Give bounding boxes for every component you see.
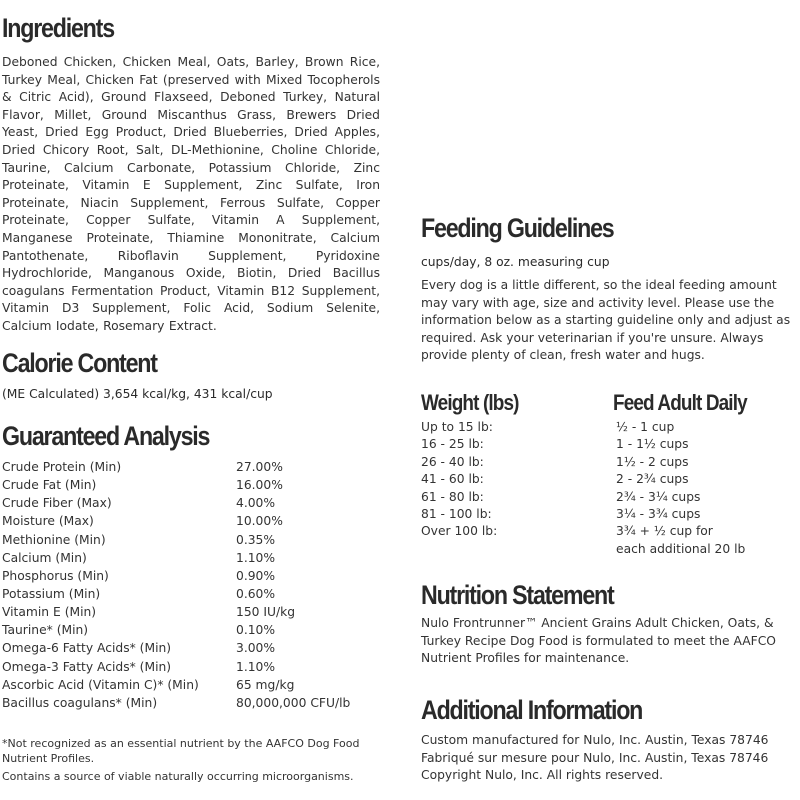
analysis-row	[2, 567, 376, 585]
manufacturer-line-french: Fabriqué sur mesure pour Nulo, Inc. Austin, Texas 78746	[421, 750, 769, 765]
feeding-amount: 1½ - 2 cups	[616, 454, 689, 469]
analysis-nutrient: Ascorbic Acid (Vitamin C)* (Min)	[2, 677, 199, 692]
analysis-value: 80,000,000 CFU/lb	[236, 695, 351, 710]
feeding-weight: Over 100 lb:	[421, 524, 498, 539]
analysis-nutrient: Potassium (Min)	[2, 586, 101, 601]
copyright-line: Copyright Nulo, Inc. All rights reserved.	[421, 768, 664, 783]
feed-amount-column-header: Feed Adult Daily	[613, 390, 747, 415]
analysis-footnote: *Not recognized as an essential nutrient by the AAFCO Dog Food Nutrient Profiles.	[2, 737, 360, 765]
feeding-weight: 16 - 25 lb:	[421, 437, 484, 452]
analysis-value: 0.35%	[236, 532, 276, 547]
additional-information-heading: Additional Information	[421, 695, 643, 725]
analysis-row	[2, 639, 376, 657]
analysis-nutrient: Moisture (Max)	[2, 514, 94, 529]
feeding-row	[421, 471, 796, 488]
analysis-row	[2, 531, 376, 549]
analysis-value: 10.00%	[236, 514, 283, 529]
analysis-value: 1.10%	[236, 659, 276, 674]
feeding-row	[421, 523, 796, 540]
manufacturer-line: Custom manufactured for Nulo, Inc. Austin, Texas 78746	[421, 733, 769, 747]
analysis-nutrient: Vitamin E (Min)	[2, 605, 97, 620]
feeding-description: Every dog is a little different, so the ideal feeding amount may vary with age, size and activity level. Please use the information below as a starting guideline only and adjust as required. Ask your veterinarian if you're unsure. Always provide plenty of clean, fresh water and hugs.	[421, 278, 791, 363]
analysis-value: 16.00%	[236, 478, 283, 493]
analysis-row	[2, 676, 376, 694]
analysis-row	[2, 603, 376, 621]
analysis-nutrient: Crude Fat (Min)	[2, 478, 97, 493]
feeding-weight: Up to 15 lb:	[421, 420, 493, 434]
analysis-nutrient: Crude Fiber (Max)	[2, 496, 112, 511]
analysis-value: 4.00%	[236, 496, 276, 511]
microorganism-note: Contains a source of viable naturally occurring microorganisms.	[2, 770, 354, 783]
analysis-row	[2, 549, 376, 567]
nutrition-statement-heading: Nutrition Statement	[421, 580, 614, 610]
analysis-nutrient: Calcium (Min)	[2, 550, 87, 565]
analysis-nutrient: Phosphorus (Min)	[2, 568, 109, 583]
feeding-amount: 3¾ + ½ cup for	[616, 524, 713, 539]
analysis-nutrient: Methionine (Min)	[2, 532, 106, 547]
feeding-row	[421, 419, 796, 436]
ingredients-heading: Ingredients	[2, 13, 114, 43]
feeding-guidelines-heading: Feeding Guidelines	[421, 213, 614, 243]
feeding-weight: 81 - 100 lb:	[421, 506, 492, 521]
analysis-row	[2, 458, 376, 476]
analysis-value: 150 IU/kg	[236, 605, 296, 620]
nutrition-statement-text: Nulo Frontrunner™ Ancient Grains Adult Chicken, Oats, & Turkey Recipe Dog Food is formulated to meet the AAFCO Nutrient Profiles for maintenance.	[421, 616, 776, 666]
analysis-row	[2, 585, 376, 603]
feeding-table	[421, 419, 796, 558]
feeding-amount: ½ - 1 cup	[616, 420, 675, 434]
analysis-value: 27.00%	[236, 460, 283, 474]
weight-column-header: Weight (lbs)	[421, 390, 519, 415]
feeding-row	[421, 506, 796, 523]
analysis-nutrient: Omega-6 Fatty Acids* (Min)	[2, 641, 172, 656]
guaranteed-analysis-table	[2, 458, 376, 712]
feeding-row	[421, 454, 796, 471]
analysis-row	[2, 621, 376, 639]
analysis-row	[2, 658, 376, 676]
calorie-content-heading: Calorie Content	[2, 348, 157, 378]
feeding-row	[421, 489, 796, 506]
feeding-row	[421, 436, 796, 453]
guaranteed-analysis-heading: Guaranteed Analysis	[2, 421, 210, 451]
analysis-value: 0.10%	[236, 623, 276, 638]
analysis-nutrient: Crude Protein (Min)	[2, 460, 122, 474]
analysis-nutrient: Taurine* (Min)	[2, 623, 89, 638]
analysis-value: 65 mg/kg	[236, 677, 295, 692]
calorie-content-text: (ME Calculated) 3,654 kcal/kg, 431 kcal/cup	[2, 387, 273, 401]
feeding-weight: 61 - 80 lb:	[421, 489, 484, 504]
feeding-amount: 1 - 1½ cups	[616, 437, 689, 452]
ingredients-list: Deboned Chicken, Chicken Meal, Oats, Barley, Brown Rice, Turkey Meal, Chicken Fat (preserved with Mixed Tocopherols & Citric Acid), Ground Flaxseed, Deboned Turkey, Natural Flavor, Millet, Ground Miscanthus Grass, Brewers Dried Yeast, Dried Egg Product, Dried Blueberries, Dried Apples, Dried Chicory Root, Salt, DL-Methionine, Choline Chloride, Taurine, Calcium Carbonate, Potassium Chloride, Zinc Proteinate, Vitamin E Supplement, Zinc Sulfate, Iron Proteinate, Niacin Supplement, Ferrous Sulfate, Copper Proteinate, Copper Sulfate, Vitamin A Supplement, Manganese Proteinate, Thiamine Mononitrate, Calcium Pantothenate, Riboflavin Supplement, Pyridoxine Hydrochloride, Manganous Oxide, Biotin, Dried Bacillus coagulans Fermentation Product, Vitamin B12 Supplement, Vitamin D3 Supplement, Folic Acid, Sodium Selenite, Calcium Iodate, Rosemary Extract.	[2, 55, 380, 333]
feeding-weight: 26 - 40 lb:	[421, 454, 484, 469]
analysis-value: 0.60%	[236, 586, 276, 601]
feeding-amount: 2 - 2¾ cups	[616, 472, 689, 487]
analysis-nutrient: Bacillus coagulans* (Min)	[2, 695, 158, 710]
analysis-value: 1.10%	[236, 550, 276, 565]
analysis-row	[2, 494, 376, 512]
feeding-amount: 3¼ - 3¾ cups	[616, 506, 701, 521]
analysis-row	[2, 512, 376, 530]
feeding-extra-note: each additional 20 lb	[616, 541, 746, 556]
analysis-value: 3.00%	[236, 641, 276, 656]
analysis-value: 0.90%	[236, 568, 276, 583]
feeding-units: cups/day, 8 oz. measuring cup	[421, 255, 610, 269]
analysis-row	[2, 694, 376, 712]
feeding-amount: 2¾ - 3¼ cups	[616, 489, 701, 504]
analysis-row	[2, 476, 376, 494]
analysis-nutrient: Omega-3 Fatty Acids* (Min)	[2, 659, 172, 674]
feeding-weight: 41 - 60 lb:	[421, 472, 484, 487]
additional-information-text	[421, 732, 800, 785]
